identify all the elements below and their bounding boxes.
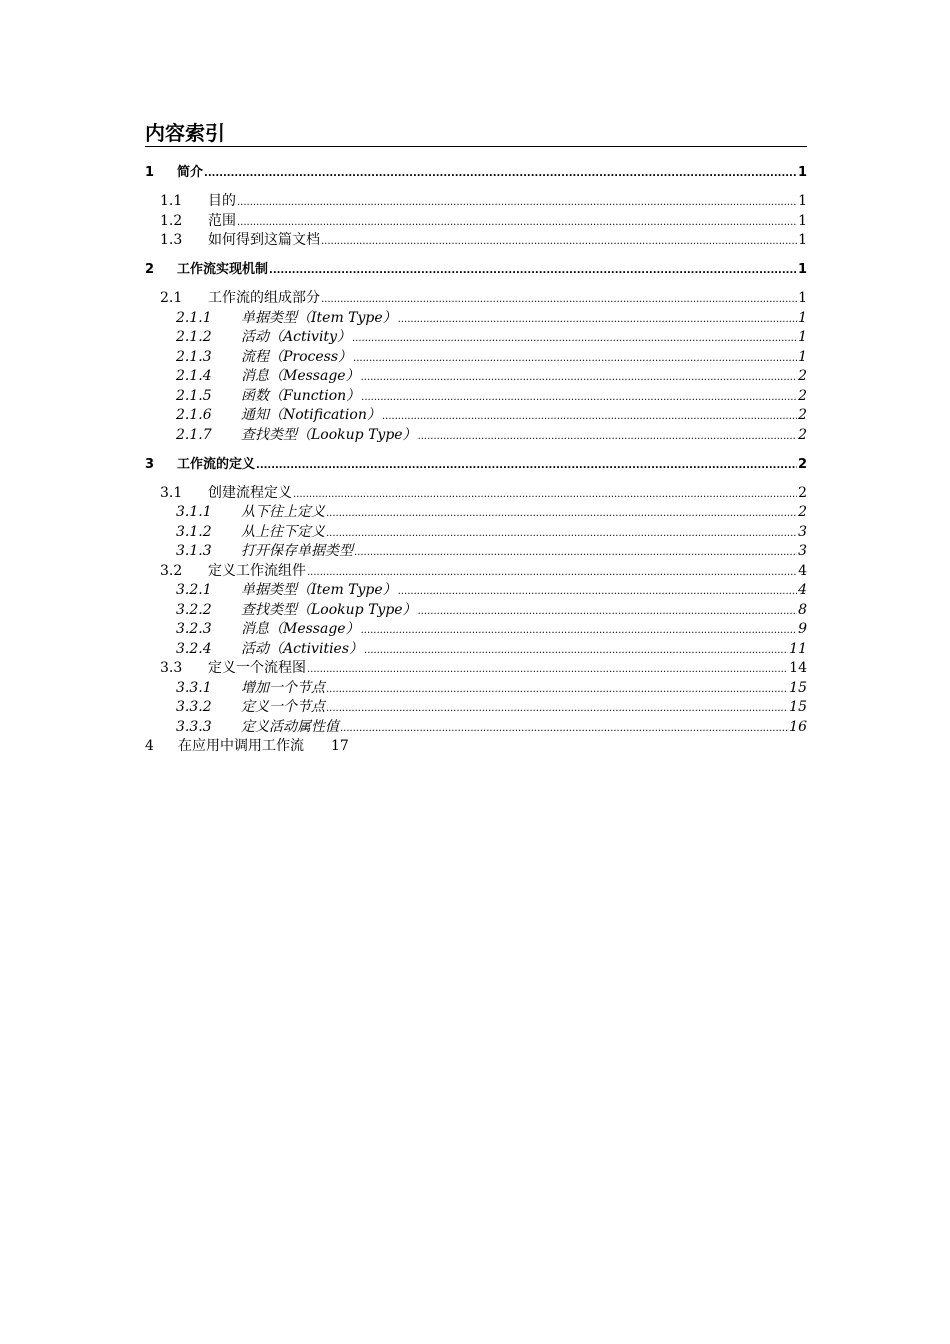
dot-leader: [326, 680, 788, 700]
toc-entry-3-2-1[interactable]: [145, 581, 807, 601]
toc-entry-number: 3.2.1: [176, 582, 212, 598]
toc-entry-3[interactable]: [145, 455, 807, 475]
toc-entry-page: 4: [798, 562, 807, 579]
toc-entry-page: 1: [798, 329, 807, 345]
toc-entry-3-3[interactable]: [145, 659, 807, 679]
toc-entry-page: 1: [797, 262, 807, 277]
toc-entry-2-1-3[interactable]: [145, 348, 807, 368]
toc-entry-3-3-2[interactable]: [145, 698, 807, 718]
toc-entry-2-1-2[interactable]: [145, 328, 807, 348]
toc-entry-number: 2.1: [160, 290, 183, 306]
toc-entry-2-1-5[interactable]: [145, 387, 807, 407]
toc-entry-label: 函数（Function）: [241, 387, 361, 404]
dot-leader: [398, 310, 797, 330]
toc-entry-2-1-7[interactable]: [145, 426, 807, 446]
toc-entry-number: 2.1.1: [176, 309, 212, 326]
toc-entry-label: 流程（Process）: [241, 348, 353, 365]
dot-leader: [326, 699, 788, 719]
toc-entry-label: 定义活动属性值: [241, 718, 339, 735]
toc-entry-page: 2: [798, 426, 807, 443]
toc-entry-label: 查找类型（Lookup Type）: [241, 601, 417, 618]
toc-entry-number: 2.1.4: [176, 368, 212, 384]
toc-entry-label: 打开保存单据类型: [241, 543, 353, 559]
dot-leader: [293, 485, 797, 505]
dot-leader: [237, 193, 797, 213]
toc-entry-page: 1: [797, 165, 807, 180]
toc-entry-2-1-1[interactable]: [145, 309, 807, 329]
toc-entry-label: 范围: [208, 212, 236, 229]
toc-entry-number: 3.2.4: [176, 640, 212, 657]
toc-entry-page: 1: [798, 232, 807, 248]
toc-entry-label: 消息（Message）: [241, 368, 360, 384]
toc-entry-label: 工作流实现机制: [177, 262, 269, 277]
toc-entry-page: 14: [789, 660, 807, 676]
toc-entry-number: 2.1.5: [176, 387, 212, 404]
toc-entry-number: 3.1: [160, 484, 183, 501]
toc-entry-page: 2: [798, 407, 807, 423]
toc-entry-3-1-3[interactable]: [145, 542, 807, 562]
toc-entry-1-2[interactable]: [145, 212, 807, 232]
toc-entry-label: 通知（Notification）: [241, 407, 381, 423]
dot-leader: [269, 261, 797, 281]
toc-entry-number: 3.2.3: [176, 621, 212, 637]
dot-leader: [354, 543, 797, 563]
toc-entry-2-1-6[interactable]: [145, 406, 807, 426]
toc-entry-label: 单据类型（Item Type）: [241, 582, 397, 598]
dot-leader: [326, 524, 797, 544]
toc-entry-page: 16: [789, 718, 807, 735]
toc-entry-3-2-4[interactable]: [145, 640, 807, 660]
dot-leader: [321, 232, 797, 252]
toc-entry-page: 11: [789, 640, 807, 657]
toc-entry-page: 2: [797, 456, 807, 472]
toc-entry-page: 1: [798, 309, 807, 326]
toc-entry-3-1[interactable]: [145, 484, 807, 504]
toc-entry-3-2[interactable]: [145, 562, 807, 582]
toc-entry-plain[interactable]: [145, 737, 807, 757]
toc-entry-3-3-1[interactable]: [145, 679, 807, 699]
toc-entry-number: 4: [145, 738, 154, 754]
dot-leader: [364, 641, 788, 661]
toc-entry-3-3-3[interactable]: [145, 718, 807, 738]
toc-entry-2[interactable]: [145, 260, 807, 280]
toc-entry-number: 2.1.7: [176, 426, 212, 443]
toc-entry-1-1[interactable]: [145, 192, 807, 212]
toc-entry-page: 3: [798, 523, 807, 540]
toc-entry-number: 1.1: [160, 193, 183, 209]
dot-leader: [418, 427, 798, 447]
toc-entry-number: 2.1.6: [176, 407, 212, 423]
toc-entry-label: 工作流的定义: [177, 456, 256, 472]
toc-entry-number: 3.3.2: [176, 699, 212, 715]
toc-entry-label: 增加一个节点: [241, 679, 325, 696]
toc-entry-1[interactable]: [145, 163, 807, 183]
dot-leader: [382, 407, 797, 427]
toc-entry-page: 2: [798, 504, 807, 520]
toc-entry-number: 2.1.2: [176, 329, 212, 345]
toc-entry-number: 1.2: [160, 212, 183, 229]
table-of-contents: [145, 163, 807, 757]
toc-entry-page: 15: [789, 699, 807, 715]
toc-entry-2-1[interactable]: [145, 289, 807, 309]
toc-entry-page: 4: [798, 582, 807, 598]
dot-leader: [321, 290, 797, 310]
toc-entry-1-3[interactable]: [145, 231, 807, 251]
toc-entry-page: 2: [798, 484, 807, 501]
toc-entry-label: 如何得到这篇文档: [208, 232, 320, 248]
toc-entry-label: 活动（Activity）: [241, 329, 351, 345]
toc-entry-label: 工作流的组成部分: [208, 290, 320, 306]
toc-entry-3-2-3[interactable]: [145, 620, 807, 640]
dot-leader: [204, 164, 797, 184]
toc-entry-number: 1.3: [160, 232, 183, 248]
toc-entry-label: 单据类型（Item Type）: [241, 309, 397, 326]
toc-entry-label: 定义一个流程图: [208, 660, 306, 676]
toc-entry-number: 3.1.1: [176, 504, 212, 520]
toc-entry-number: 3.1.3: [176, 543, 212, 559]
toc-entry-number: 3.3: [160, 660, 183, 676]
dot-leader: [361, 388, 797, 408]
toc-entry-label: 定义工作流组件: [208, 562, 306, 579]
toc-entry-label: 定义一个节点: [241, 699, 325, 715]
toc-entry-number: 3.2.2: [176, 601, 212, 618]
dot-leader: [361, 368, 797, 388]
toc-entry-page: 1: [798, 193, 807, 209]
toc-entry-label: 活动（Activities）: [241, 640, 364, 657]
toc-entry-label: 从下往上定义: [241, 504, 325, 520]
dot-leader: [353, 349, 797, 369]
toc-entry-page: 9: [798, 621, 807, 637]
toc-entry-label: 查找类型（Lookup Type）: [241, 426, 417, 443]
toc-entry-page: 1: [798, 212, 807, 229]
dot-leader: [340, 719, 788, 739]
toc-entry-page: 3: [798, 543, 807, 559]
dot-leader: [418, 602, 798, 622]
toc-entry-label: 消息（Message）: [241, 621, 360, 637]
toc-entry-page: 8: [798, 601, 807, 618]
toc-entry-number: 3.3.1: [176, 679, 212, 696]
dot-leader: [237, 213, 797, 233]
toc-entry-number: 2.1.3: [176, 348, 212, 365]
dot-leader: [256, 456, 797, 476]
toc-entry-label: 在应用中调用工作流: [178, 738, 304, 754]
toc-title: 内容索引: [145, 120, 807, 147]
dot-leader: [361, 621, 797, 641]
dot-leader: [307, 660, 788, 680]
dot-leader: [398, 582, 797, 602]
dot-leader: [326, 504, 797, 524]
toc-entry-page: 1: [798, 348, 807, 365]
dot-leader: [352, 329, 797, 349]
toc-entry-number: 3: [145, 456, 155, 472]
toc-entry-number: 3.1.2: [176, 523, 212, 540]
toc-entry-number: 3.3.3: [176, 718, 212, 735]
toc-entry-label: 从上往下定义: [241, 523, 325, 540]
toc-entry-2-1-4[interactable]: [145, 367, 807, 387]
toc-entry-3-2-2[interactable]: [145, 601, 807, 621]
toc-entry-3-1-1[interactable]: [145, 503, 807, 523]
toc-entry-number: 1: [145, 165, 155, 180]
toc-entry-label: 目的: [208, 193, 236, 209]
toc-entry-label: 简介: [177, 165, 204, 180]
toc-entry-number: 2: [145, 262, 155, 277]
dot-leader: [307, 563, 797, 583]
toc-entry-page: 17: [331, 738, 349, 754]
toc-entry-page: 2: [798, 368, 807, 384]
toc-entry-3-1-2[interactable]: [145, 523, 807, 543]
toc-entry-page: 2: [798, 387, 807, 404]
toc-entry-page: 15: [789, 679, 807, 696]
toc-entry-number: 3.2: [160, 562, 183, 579]
toc-entry-page: 1: [798, 290, 807, 306]
toc-entry-label: 创建流程定义: [208, 484, 292, 501]
